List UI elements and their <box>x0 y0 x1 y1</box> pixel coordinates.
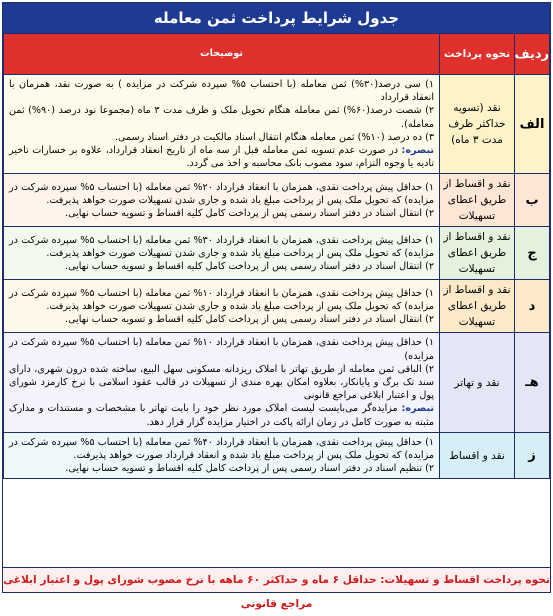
description-line: ۱) حداقل پیش پرداخت نقدی، همزمان با انعقاد قرارداد ۱۰% ثمن معامله (با احتساب ۵% سپرده شرکت در مزایده) که تحویل ملک پس از پرداخت مبلغ یاد شده و جاری شدن تسهیلات صورت خواهد پذیرفت. <box>9 287 435 312</box>
row-description <box>4 432 440 479</box>
footer-note: نحوه پرداخت اقساط و تسهیلات: حداقل ۶ ماه و حداکثر ۶۰ ماهه با نرخ مصوب شورای پول و اعتبار ابلاغی مراجع قانونی <box>3 567 550 592</box>
page-title: جدول شرایط پرداخت ثمن معامله <box>3 3 550 33</box>
header-payment-method: نحوه پرداخت <box>440 34 515 75</box>
row-radif: ز <box>515 432 550 479</box>
row-payment-method: نقد و اقساط <box>440 432 515 479</box>
table-row <box>4 280 550 333</box>
description-line: ۲) الباقی ثمن معامله از طریق تهاتر با املاک ریزدانه مسکونی سهل البیع، ساخته شده درون شهری، دارای سند تک برگ و پایانکار، بعلاوه امکان بهره مندی از تسهیلات در قالب عقود اسلامی با نرخ کارمزد شورای پول و اعتبار ابلاغی مراجع قانونی <box>9 363 434 402</box>
row-radif: ج <box>515 227 550 280</box>
description-line: ۲) شصت درصد(۶۰%) ثمن معامله هنگام تحویل ملک و ظرف مدت ۳ ماه (مجموعا نود درصد (۹۰%) ثمن معامله). <box>9 105 434 130</box>
row-payment-method: نقد و اقساط از طریق اعطای تسهیلات <box>440 174 515 227</box>
table-row <box>4 333 550 432</box>
header-description: توضیحات <box>4 34 440 75</box>
row-radif: د <box>515 280 550 333</box>
row-description <box>4 75 440 174</box>
description-line: ۲) انتقال اسناد در دفتر اسناد رسمی پس از پرداخت کامل کلیه اقساط و تسویه حساب نهایی. <box>65 208 434 220</box>
row-description <box>4 333 440 432</box>
description-line: ۳) ده درصد (۱۰%) ثمن معامله هنگام انتقال اسناد مالکیت در دفتر اسناد رسمی. <box>114 131 434 143</box>
table-header-row <box>4 34 550 75</box>
description-line: ۲) انتقال اسناد در دفتر اسناد رسمی پس از پرداخت کامل کلیه اقساط و تسویه حساب نهایی. <box>65 261 434 273</box>
row-radif: هـ <box>515 333 550 432</box>
description-line: ۲) تنظیم اسناد در دفتر اسناد رسمی پس از پرداخت کامل کلیه اقساط و تسویه حساب نهایی. <box>65 463 434 475</box>
table-row <box>4 227 550 280</box>
row-payment-method: نقد و اقساط از طریق اعطای تسهیلات <box>440 227 515 280</box>
row-payment-method: نقد و تهاتر <box>440 333 515 432</box>
row-description <box>4 280 440 333</box>
note-label: تبصره: <box>401 403 434 415</box>
description-line: ۲) انتقال اسناد در دفتر اسناد رسمی پس از پرداخت کامل کلیه اقساط و تسویه حساب نهایی. <box>65 314 434 326</box>
header-radif: ردیف <box>515 34 550 75</box>
description-line: ۱) سی درصد(۳۰%) ثمن معامله (با احتساب ۵% سپرده شرکت در مزایده ) به صورت نقد، همزمان با انعقاد قرارداد <box>9 79 434 104</box>
table-row <box>4 75 550 174</box>
note-text: در صورت عدم تسویه ثمن معامله قبل از سه ماه از تاریخ انعقاد قرارداد، علاوه بر خسارات تاخیر تادیه یا وجوه التزام، سود مصوب بانک محاسبه و اخذ می گردد. <box>9 145 434 170</box>
row-radif: الف <box>515 75 550 174</box>
payment-terms-document <box>2 2 551 610</box>
row-description <box>4 174 440 227</box>
row-payment-method: نقد و اقساط از طریق اعطای تسهیلات <box>440 280 515 333</box>
table-row <box>4 174 550 227</box>
description-line: ۱) حداقل پیش پرداخت نقدی، همزمان با انعقاد قرارداد ۴۰% ثمن معامله (با احتساب ۵% سپرده شرکت در مزایده) که تحویل ملک پس از پرداخت مبلغ یاد شده و انعقاد قرارداد صورت خواهد پذیرفت. <box>9 436 435 462</box>
row-description <box>4 227 440 280</box>
description-line: ۱) حداقل پیش پرداخت نقدی، همزمان با انعقاد قرارداد ۳۰% ثمن معامله (با احتساب ۵% سپرده شرکت در مزایده) که تحویل ملک پس از پرداخت مبلغ یاد شده و جاری شدن تسهیلات صورت خواهد پذیرفت. <box>9 234 435 259</box>
note-text: مزایده‌گر می‌بایست لیست املاک مورد نظر خود را بابت تهاتر با مشخصات و مستندات و مدارک مثبته به صورت کامل در زمان ارائه پاکت در اختیار مزایده گزار قرار دهد. <box>9 403 434 428</box>
table-row <box>4 432 550 479</box>
description-line: ۱) حداقل پیش پرداخت نقدی، همزمان با انعقاد قرارداد ۱۰% ثمن معامله (با احتساب ۵% سپرده شرکت در مزایده) <box>9 337 435 362</box>
description-line: ۱) حداقل پیش پرداخت نقدی، همزمان با انعقاد قرارداد ۲۰% ثمن معامله (با احتساب ۵% سپرده شرکت در مزایده) که تحویل ملک پس از پرداخت مبلغ یاد شده و جاری شدن تسهیلات صورت خواهد پذیرفت. <box>9 181 435 206</box>
note-label: تبصره: <box>401 145 434 157</box>
row-radif: ب <box>515 174 550 227</box>
row-payment-method: نقد (تسویه حداکثر ظرف مدت ۳ ماه) <box>440 75 515 174</box>
payment-terms-table <box>3 33 550 479</box>
